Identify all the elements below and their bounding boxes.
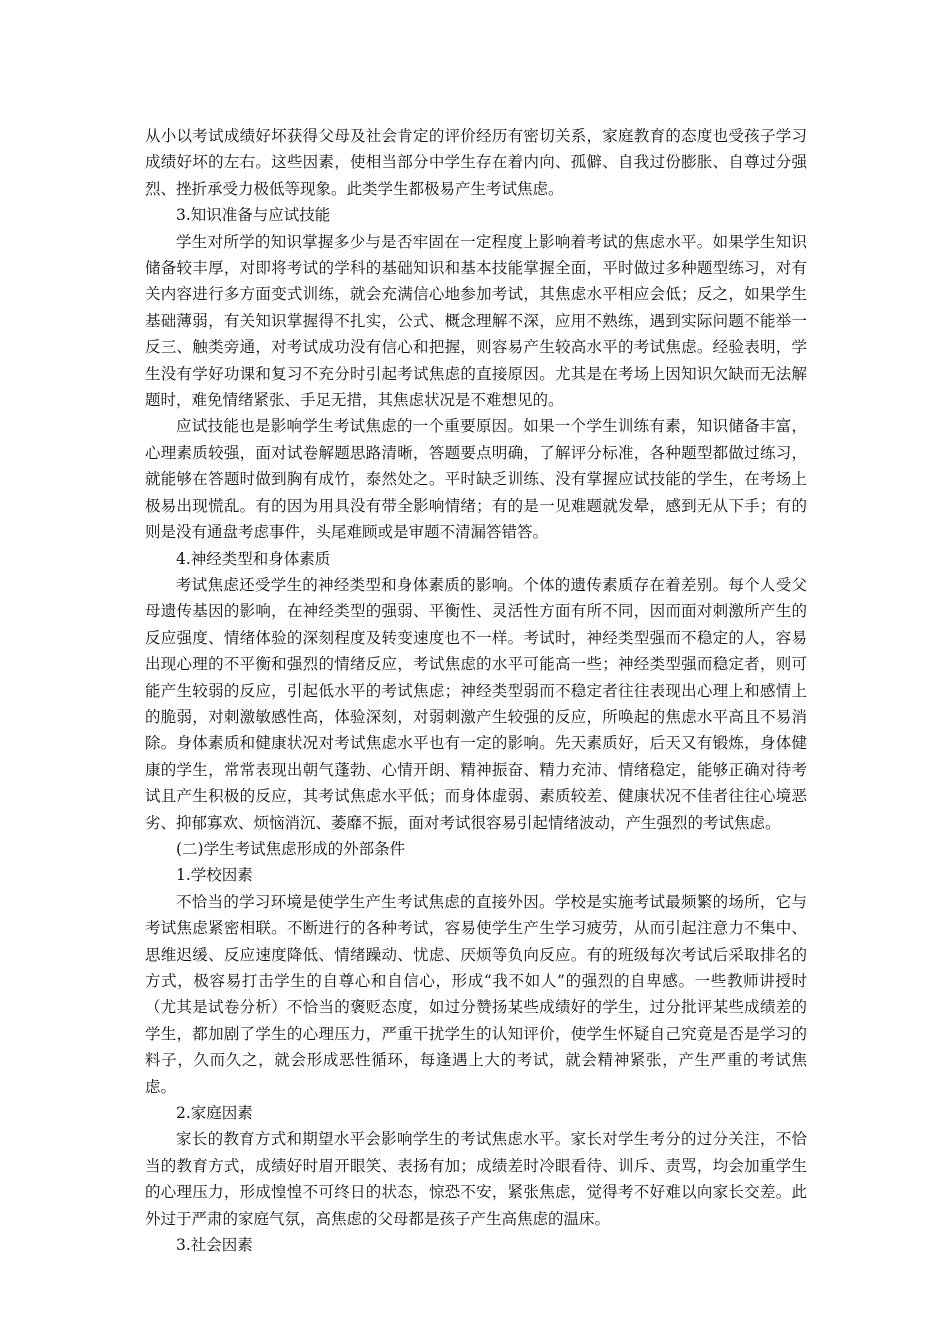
paragraph-exam-skills: 应试技能也是影响学生考试焦虑的一个重要原因。如果一个学生训练有素，知识储备丰富，心理素质较强，面对试卷解题思路清晰，答题要点明确，了解评分标准，各种题型都做过练习，就能够在答题时做到胸有成竹，泰然处之。平时缺乏训练、没有掌握应试技能的学生，在考场上极易出现慌乱。有的因为用具没有带全影响情绪；有的是一见难题就发晕，感到无从下手；有的则是没有通盘考虑事件，头尾难顾或是审题不清漏答错答。	[145, 417, 807, 542]
heading-nerve-type-and-physique: 4.神经类型和身体素质	[176, 549, 331, 568]
heading-family-factors: 2.家庭因素	[176, 1104, 253, 1123]
heading-school-factors: 1.学校因素	[176, 866, 253, 885]
paragraph-knowledge: 学生对所学的知识掌握多少与是否牢固在一定程度上影响着考试的焦虑水平。如果学生知识储备较丰厚，对即将考试的学科的基础知识和基本技能掌握全面，平时做过多种题型练习，对有关内容进行多方面变式训练，就会充满信心地参加考试，其焦虑水平相应会低；反之，如果学生基础薄弱，有关知识掌握得不扎实，公式、概念理解不深，应用不熟练，遇到实际问题不能举一反三、触类旁通，对考试成功没有信心和把握，则容易产生较高水平的考试焦虑。经验表明，学生没有学好功课和复习不充分时引起考试焦虑的直接原因。尤其是在考场上因知识欠缺而无法解题时，难免情绪紧张、手足无措，其焦虑状况是不难想见的。	[145, 232, 807, 410]
heading-external-conditions: (二)学生考试焦虑形成的外部条件	[176, 839, 406, 858]
paragraph-continuation: 从小以考试成绩好坏获得父母及社会肯定的评价经历有密切关系，家庭教育的态度也受孩子学习成绩好坏的左右。这些因素，使相当部分中学生存在着内向、孤僻、自我过份膨胀、自尊过分强烈、挫折承受力极低等现象。此类学生都极易产生考试焦虑。	[145, 127, 807, 198]
heading-social-factors: 3.社会因素	[176, 1236, 253, 1255]
document-page	[145, 123, 807, 1258]
paragraph-nerve-type: 考试焦虑还受学生的神经类型和身体素质的影响。个体的遗传素质存在着差别。每个人受父母遗传基因的影响，在神经类型的强弱、平衡性、灵活性方面有所不同，因而面对刺激所产生的反应强度、情绪体验的深刻程度及转变速度也不一样。考试时，神经类型强而不稳定的人，容易出现心理的不平衡和强烈的情绪反应，考试焦虑的水平可能高一些；神经类型强而稳定者，则可能产生较弱的反应，引起低水平的考试焦虑；神经类型弱而不稳定者往往表现出心理上和感情上的脆弱，对刺激敏感性高，体验深刻，对弱刺激产生较强的反应，所唤起的焦虑水平高且不易消除。身体素质和健康状况对考试焦虑水平也有一定的影响。先天素质好，后天又有锻炼，身体健康的学生，常常表现出朝气蓬勃、心情开朗、精神振奋、精力充沛、情绪稳定，能够正确对待考试且产生积极的反应，其考试焦虑水平低；而身体虚弱、素质较差、健康状况不佳者往往心境恶劣、抑郁寡欢、烦恼消沉、萎靡不振，面对考试很容易引起情绪波动，产生强烈的考试焦虑。	[145, 575, 807, 832]
paragraph-family-factors: 家长的教育方式和期望水平会影响学生的考试焦虑水平。家长对学生考分的过分关注，不恰当的教育方式，成绩好时眉开眼笑、表扬有加；成绩差时冷眼看待、训斥、责骂，均会加重学生的心理压力，形成惶惶不可终日的状态，惊恐不安，紧张焦虑，觉得考不好难以向家长交差。此外过于严肃的家庭气氛，高焦虑的父母都是孩子产生高焦虑的温床。	[145, 1130, 807, 1228]
heading-knowledge-and-exam-skills: 3.知识准备与应试技能	[176, 206, 331, 225]
paragraph-school-factors: 不恰当的学习环境是使学生产生考试焦虑的直接外因。学校是实施考试最频繁的场所，它与考试焦虑紧密相联。不断进行的各种考试，容易使学生产生学习疲劳，从而引起注意力不集中、思维迟缓、反应速度降低、情绪躁动、忧虑、厌烦等负向反应。有的班级每次考试后采取排名的方式，极容易打击学生的自尊心和自信心，形成“我不如人”的强烈的自卑感。一些教师讲授时（尤其是试卷分析）不恰当的褒贬态度，如过分赞扬某些成绩好的学生，过分批评某些成绩差的学生，都加剧了学生的心理压力，严重干扰学生的认知评价，使学生怀疑自己究竟是否是学习的料子，久而久之，就会形成恶性循环，每逢遇上大的考试，就会精神紧张，产生严重的考试焦虑。	[145, 892, 807, 1096]
